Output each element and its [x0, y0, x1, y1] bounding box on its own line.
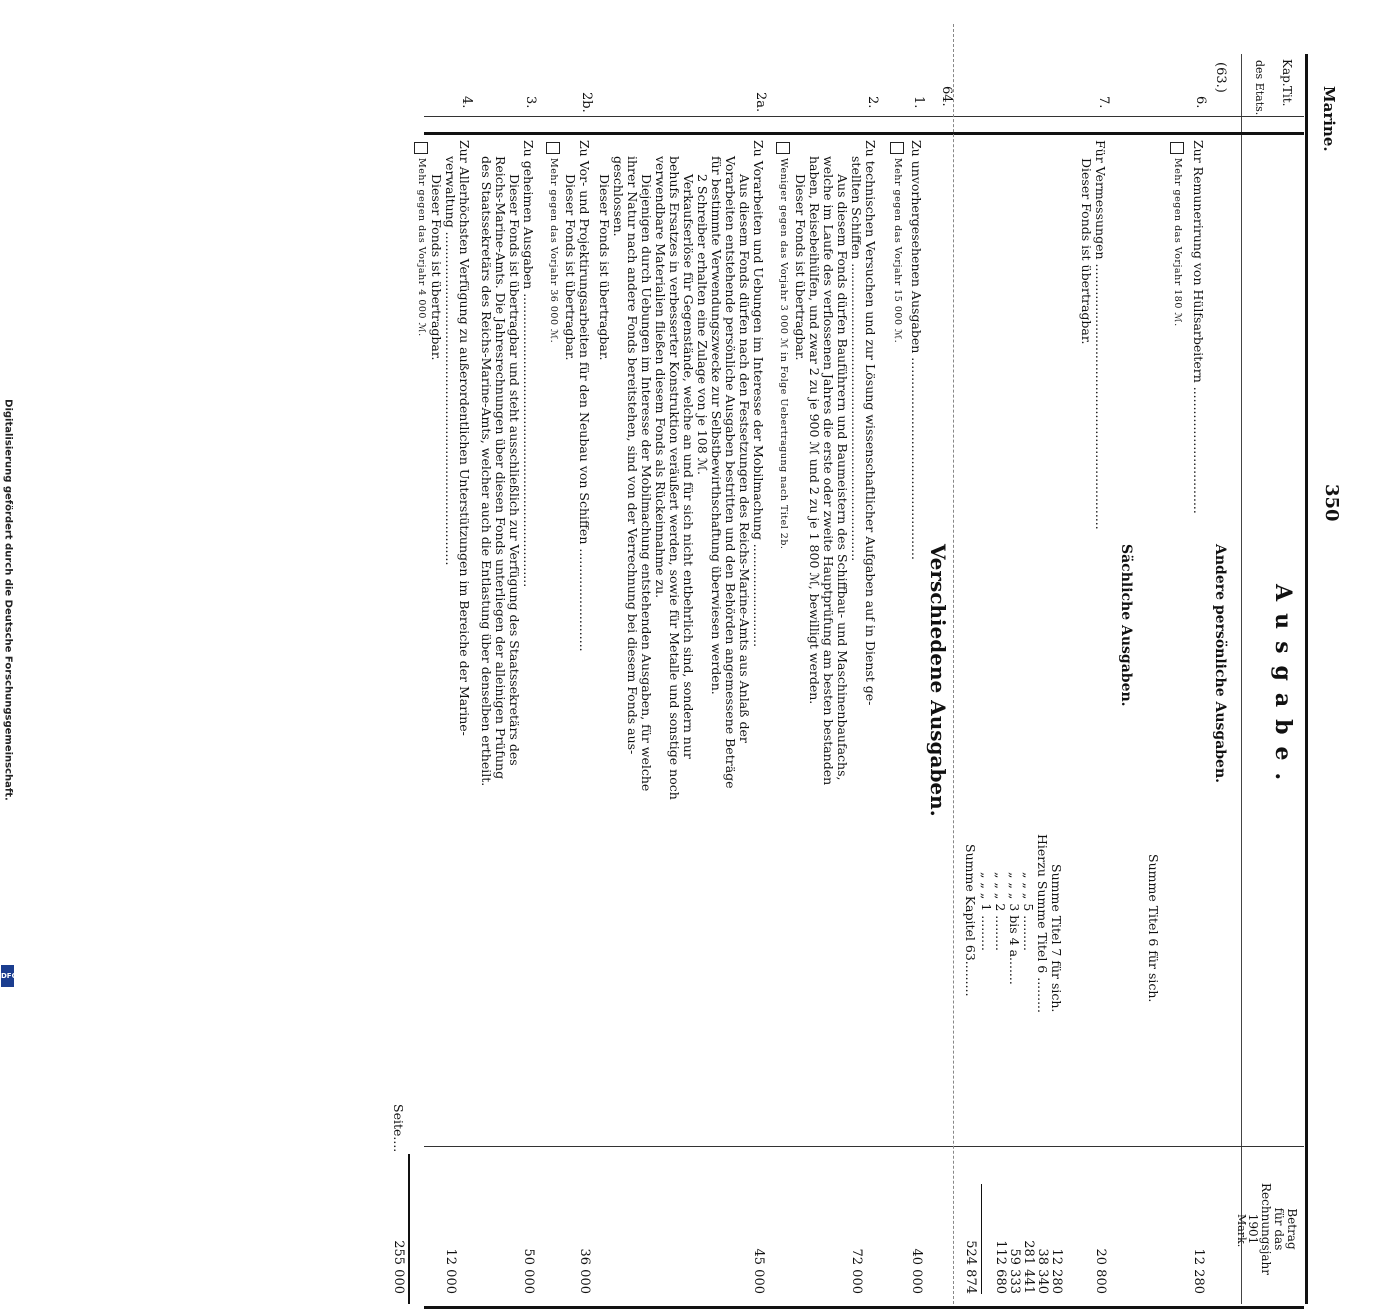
titel-number: 2. [865, 96, 880, 109]
entry-text: Verkaufserlöse für Gegenstände, welche an und für sich nicht entbehrlich sind, sondern nur [681, 174, 696, 759]
entry-text: behufs Ersatzes in verbesserter Konstruktion veräußert werden, sowie für Metalle und sonstige noch [667, 156, 682, 800]
titel-number: 2a. [753, 92, 768, 113]
entry-text: verwendbare Materialien fließen diesem Fonds als Rückeinnahme zu. [653, 156, 668, 599]
entry-text: verwaltung .................................................................................... [443, 156, 458, 566]
amount: 72 000 [849, 1248, 864, 1294]
header-ausgabe: Ausgabe. [1270, 584, 1296, 793]
amount: 12 280 [1049, 1248, 1064, 1294]
amount: 36 000 [577, 1248, 592, 1294]
entry-text: geschlossen. [611, 156, 626, 237]
kapitel-number: 64. [939, 86, 954, 107]
amount: 20 800 [1093, 1248, 1108, 1294]
entry-text: Dieser Fonds ist übertragbar. [793, 174, 808, 361]
amount: 255 000 [391, 1240, 406, 1294]
kapitel-rule [953, 24, 954, 1304]
column-divider [424, 132, 1304, 135]
entry-text: haben, Reisebeihülfen, und zwar 2 zu je 900 ℳ und 2 zu je 1 800 ℳ, bewilligt werden. [807, 156, 822, 705]
amount: 524 874 [963, 1240, 978, 1294]
entry-text: ihrer Natur nach andere Fonds bereitstehen, sind von der Verrechnung bei diesem Fonds aus- [625, 156, 640, 755]
section-heading: Verschiedene Ausgaben. [926, 544, 950, 817]
header-mark: Mark. [1235, 1214, 1248, 1248]
running-head: Marine. [1320, 86, 1338, 152]
entry-text: Zur Remunerirung von Hülfsarbeitern ................................ [1191, 140, 1206, 514]
amount: 12 280 [1191, 1248, 1206, 1294]
entry-text: Dieser Fonds ist übertragbar. [429, 174, 444, 361]
header-betrag-line: Betrag [1285, 1208, 1299, 1250]
change-note: Mehr gegen das Vorjahr 180 ℳ. [1172, 158, 1183, 327]
sum-line: „ „ „ 1 ......... [979, 872, 994, 952]
header-tit: Tit. [1280, 86, 1294, 107]
change-note: Weniger gegen das Vorjahr 3 000 ℳ in Folge Uebertragung nach Titel 2b. [778, 158, 789, 550]
entry-text: Zur Allerhöchsten Verfügung zu außerordentlichen Unterstützungen im Bereiche der Marine- [457, 140, 472, 736]
titel-number: 1. [911, 96, 926, 109]
entry-text: für bestimmte Verwendungszwecke zur Selbstbewirthschaftung überwiesen werden. [709, 156, 724, 695]
entry-text: Für Vermessungen ................................................................... [1093, 140, 1108, 530]
header-betrag-line: für das [1272, 1207, 1286, 1251]
entry-text: Zu unvorhergesehenen Ausgaben ................................................... [909, 140, 924, 560]
page-number: 350 [1321, 484, 1342, 522]
change-note: Mehr gegen das Vorjahr 15 000 ℳ. [892, 158, 903, 344]
titel-number: 6. [1193, 96, 1208, 109]
section-heading: Sächliche Ausgaben. [1118, 544, 1134, 707]
change-box [414, 142, 428, 154]
entry-text: Aus diesem Fonds dürfen nach den Festsetzungen des Reichs-Marine-Amts aus Anlaß der [737, 174, 752, 743]
sum-line: „ „ „ 5 ......... [1021, 872, 1036, 952]
sum-rule [408, 1154, 410, 1304]
sum-line: „ „ „ 2 ......... [993, 872, 1008, 952]
entry-text: 2 Schreiber erhalten eine Zulage von je 108 ℳ. [695, 174, 710, 475]
change-box [546, 142, 560, 154]
change-box [776, 142, 790, 154]
column-divider [424, 1146, 1304, 1147]
sum-line: „ „ „ 3 bis 4 a....... [1007, 872, 1022, 985]
side-strip [0, 0, 16, 1000]
amount: 112 680 [993, 1240, 1008, 1294]
amount: 59 333 [1007, 1248, 1022, 1294]
header-kap: Kap. [1280, 59, 1294, 87]
entry-text: Diejenigen durch Uebungen im Interesse der Mobilmachung entstehenden Ausgaben, für welche [639, 174, 654, 792]
entry-text: welche im Laufe des verflossenen Jahres die erste oder zweite Hauptprüfung am besten bestanden [821, 156, 836, 786]
sum-rule [981, 1184, 982, 1294]
amount: 38 340 [1035, 1248, 1050, 1294]
header-betrag [1246, 1154, 1298, 1304]
entry-text: stellten Schiffen ........................................................................... [849, 156, 864, 562]
change-note: Mehr gegen das Vorjahr 4 000 ℳ. [416, 158, 427, 337]
sum-line: Summe Titel 6 für sich. [1146, 854, 1161, 1003]
header-des-etats: des Etats. [1253, 60, 1266, 116]
sum-line: Summe Titel 7 für sich. [1049, 864, 1064, 1013]
titel-number: 3. [523, 96, 538, 109]
entry-text: Dieser Fonds ist übertragbar und steht ausschließlich zur Verfügung des Staatssekretärs des [507, 174, 522, 766]
funding-note: Digitalisierung gefördert durch die Deutsche Forschungsgemeinschaft. [2, 399, 14, 801]
entry-text: Dieser Fonds ist übertragbar. [597, 174, 612, 361]
amount: 50 000 [521, 1248, 536, 1294]
entry-text: Zu Vor- und Projektirungsarbeiten für den Neubau von Schiffen .......................... [577, 140, 592, 652]
header-betrag-line: Rechnungsjahr [1259, 1183, 1273, 1275]
entry-text: Dieser Fonds ist übertragbar. [1079, 158, 1094, 345]
column-divider [424, 116, 1304, 117]
entry-text: Dieser Fonds ist übertragbar. [563, 174, 578, 361]
amount: 40 000 [909, 1248, 924, 1294]
sum-line: Hierzu Summe Titel 6 ......... [1035, 834, 1050, 1013]
titel-number: 7. [1096, 96, 1111, 109]
entry-text: Zu geheimen Ausgaben .......................................................................... [521, 140, 536, 588]
amount: 45 000 [751, 1248, 766, 1294]
change-note: Mehr gegen das Vorjahr 36 000 ℳ. [548, 158, 559, 344]
dfg-logo: DFG [1, 965, 14, 987]
entry-text: des Staatssekretärs des Reichs-Marine-Amts, welcher auch die Entlastung über denselben ertheilt. [479, 156, 494, 787]
change-box [1170, 142, 1184, 154]
top-rule [1305, 54, 1308, 1304]
seite-label: Seite.... [391, 1104, 406, 1153]
sum-line: Summe Kapitel 63......... [963, 844, 978, 997]
entry-text: Zu Vorarbeiten und Uebungen im Interesse der Mobilmachung .......................... [751, 140, 766, 648]
amount: 12 000 [443, 1248, 458, 1294]
titel-number: 2b. [579, 92, 594, 113]
amount: 281 441 [1021, 1240, 1036, 1294]
kapitel-number: (63.) [1213, 62, 1228, 93]
entry-text: Zu technischen Versuchen und zur Lösung wissenschaftlicher Aufgaben auf in Dienst ge- [863, 140, 878, 706]
budget-page [46, 24, 1346, 1294]
section-heading: Andere persönliche Ausgaben. [1212, 544, 1228, 784]
titel-number: 4. [459, 96, 474, 109]
entry-text: Reichs-Marine-Amts. Die Jahresrechnungen über diesen Fonds unterliegen der alleinigen Prüfung [493, 156, 508, 780]
entry-text: Vorarbeiten entstehende persönliche Ausgaben bestritten und den Behörden angemessene Beträge [723, 156, 738, 789]
header-rule [1241, 54, 1242, 1304]
entry-text: Aus diesem Fonds dürfen Bauführern und Baumeistern des Schiffbau- und Maschinenbaufachs, [835, 174, 850, 781]
change-box [890, 142, 904, 154]
header-betrag-line: 1901 [1246, 1213, 1260, 1245]
